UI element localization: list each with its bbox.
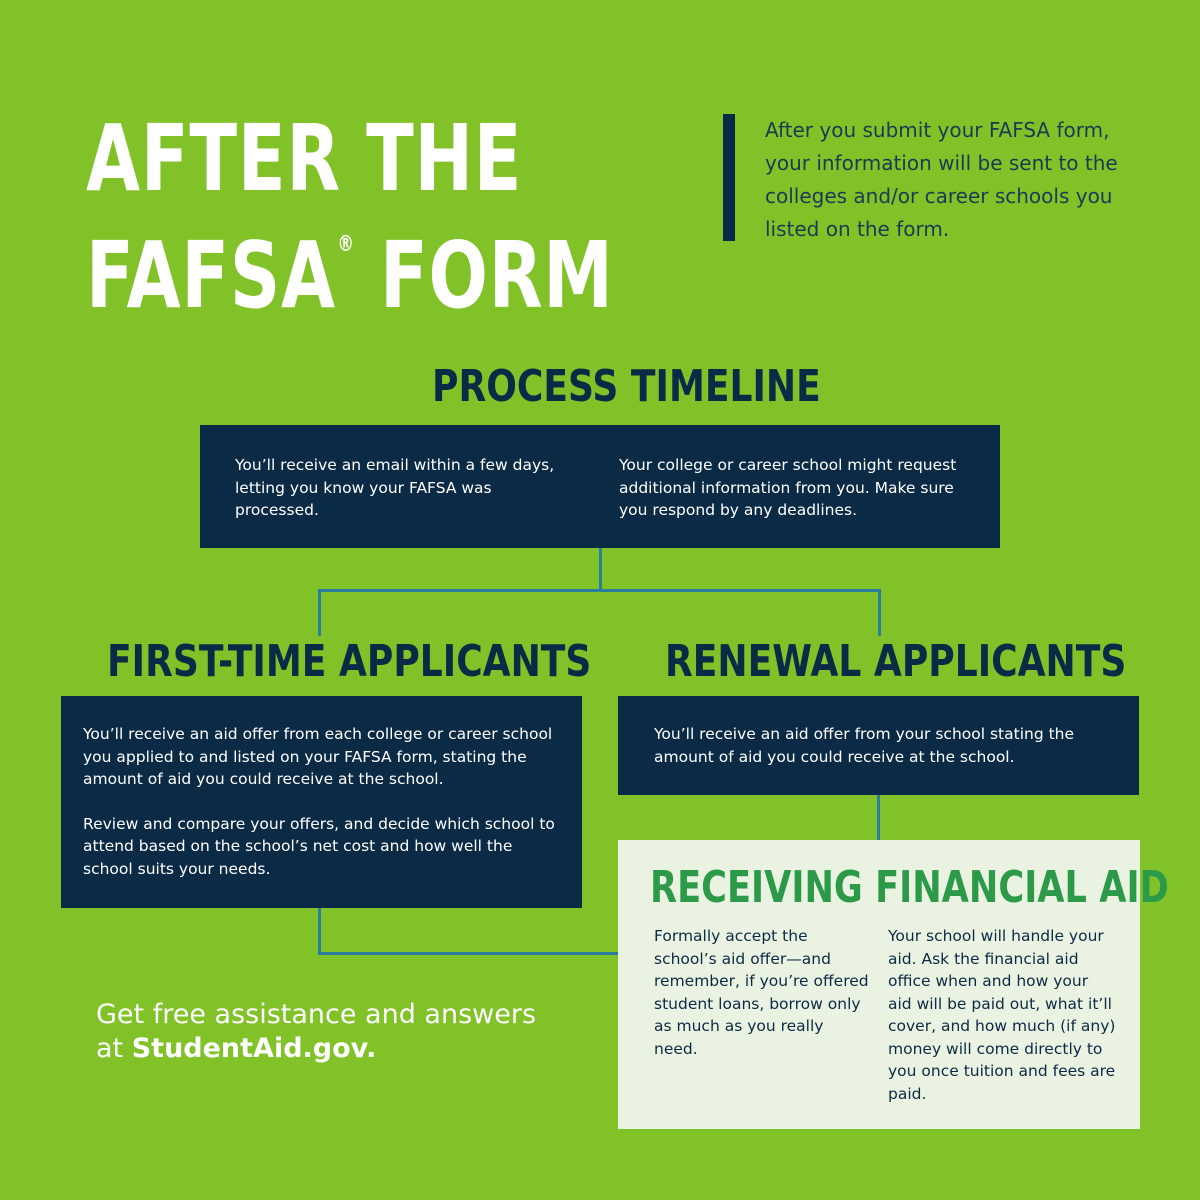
renewal-applicants-box xyxy=(618,696,1139,795)
first-time-para-2: Review and compare your offers, and decide which school to attend based on the school’s net cost and how well the school suits your needs. xyxy=(83,814,555,878)
title-form-text: FORM xyxy=(354,222,614,329)
footer-line-2 xyxy=(96,1032,536,1066)
connector-branch-right xyxy=(878,589,881,636)
intro-text: After you submit your FAFSA form, your information will be sent to the colleges and/or career schools you listed on the form. xyxy=(765,118,1118,241)
receiving-aid-heading: RECEIVING FINANCIAL AID xyxy=(650,862,1169,913)
connector-first-time-horizontal xyxy=(318,952,618,955)
studentaid-link[interactable]: StudentAid.gov. xyxy=(131,1033,377,1064)
renewal-applicants-heading: RENEWAL APPLICANTS xyxy=(665,636,1127,687)
connector-timeline-down xyxy=(599,548,602,590)
footer-line-1: Get free assistance and answers xyxy=(96,999,537,1030)
receiving-aid-right-text: Your school will handle your aid. Ask the financial aid office when and how your aid will be paid out, what it’ll cover, and how much (if any) money will come directly to you once tuition and fees are paid. xyxy=(888,927,1116,1103)
receiving-aid-left-text: Formally accept the school’s aid offer—and remember, if you’re offered student loans, borrow only as much as you really need. xyxy=(654,927,869,1058)
process-timeline-box xyxy=(200,425,1000,548)
process-timeline-right-text: Your college or career school might request additional information from you. Make sure you respond by any deadlines. xyxy=(619,456,957,519)
connector-branch-horizontal xyxy=(318,589,881,592)
first-time-applicants-box xyxy=(61,696,582,908)
title-fafsa-text: FAFSA xyxy=(86,222,336,329)
process-timeline-heading: PROCESS TIMELINE xyxy=(432,361,821,412)
registered-mark: ® xyxy=(337,232,355,257)
first-time-applicants-heading: FIRST-TIME APPLICANTS xyxy=(107,636,592,687)
connector-first-time-down xyxy=(318,908,321,954)
process-timeline-left-text: You’ll receive an email within a few days, letting you know your FAFSA was processed. xyxy=(235,456,555,519)
renewal-text: You’ll receive an aid offer from your school stating the amount of aid you could receive at the school. xyxy=(654,725,1075,766)
footer-text xyxy=(96,998,536,1066)
intro-accent-bar xyxy=(723,114,735,241)
title-line-1 xyxy=(86,105,523,212)
footer-prefix: at xyxy=(96,1033,132,1064)
title-line-2 xyxy=(86,222,614,329)
first-time-para-1: You’ll receive an aid offer from each college or career school you applied to and listed on your FAFSA form, stating the amount of aid you could receive at the school. xyxy=(83,725,553,788)
connector-branch-left xyxy=(318,589,321,636)
connector-renewal-down xyxy=(877,795,880,840)
title-line-1-text: AFTER THE xyxy=(86,105,523,212)
